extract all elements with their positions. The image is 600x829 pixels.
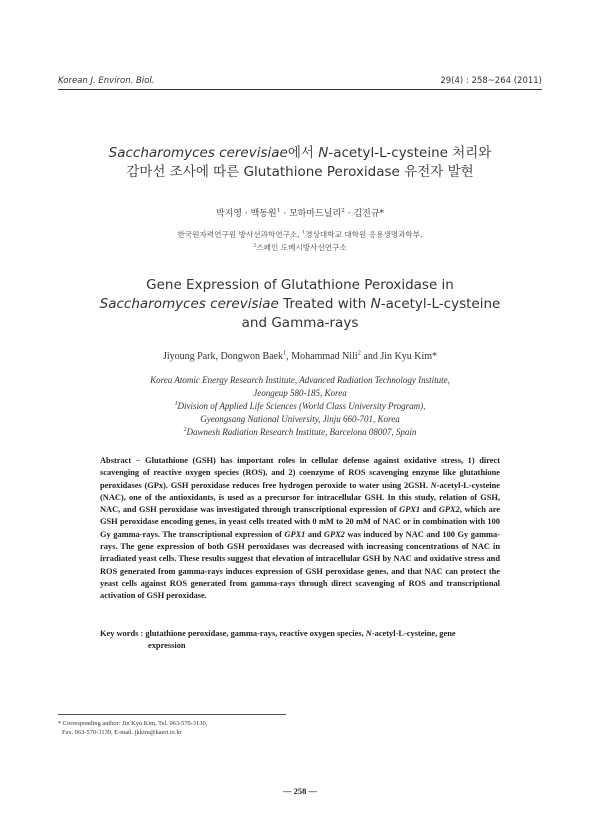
english-title-line-1: Gene Expression of Glutathione Peroxidase in — [146, 277, 454, 293]
running-header — [58, 72, 542, 88]
korean-title — [58, 144, 542, 182]
korean-affiliation: 한국원자력연구원 방사선과학연구소, $^1$경상대학교 대학원 응용생명과학부, $^2$스페인 도베시방사선연구소 — [177, 229, 423, 252]
volume-info: 29(4) : 258~264 (2011) — [440, 76, 542, 86]
english-authors: Jiyoung Park, Dongwon Baek$^1$, Mohammad Nili$^2$ and Jin Kyu Kim* — [163, 349, 437, 362]
keywords: Key words : glutathione peroxidase, gamma-rays, reactive oxygen species, N-acetyl-L-cysteine, gene expression — [100, 629, 456, 651]
english-title — [58, 276, 542, 333]
english-title-line-3: and Gamma-rays — [241, 315, 359, 331]
journal-name: Korean J. Environ. Biol. — [58, 76, 155, 86]
keywords-label: Key words : — [100, 629, 146, 638]
english-affiliation: Korea Atomic Energy Research Institute, Advanced Radiation Technology Institute, Jeongeup 580-185, Korea $^1$Division of Applied Life Sciences (World Class University Program), Gyeongsang National University, Jinju 660-701, Korea $^2$Dawnesh Radiation Research Institute, Barcelona 08007, Spain — [150, 375, 450, 437]
korean-title-line-1: Saccharomyces cerevisiae에서 N-acetyl-L-cysteine 처리와 — [108, 145, 492, 161]
footnote-rule — [58, 714, 286, 715]
header-rule — [58, 89, 542, 90]
english-title-line-2: Saccharomyces cerevisiae Treated with N-acetyl-L-cysteine — [99, 296, 501, 312]
korean-title-line-2: 감마선 조사에 따른 Glutathione Peroxidase 유전자 발현 — [126, 164, 474, 180]
korean-authors: 박지영 · 백동원$^1$ · 모하마드닐리$^2$ · 김진규* — [215, 208, 385, 219]
page-number: — 258 — — [283, 786, 317, 796]
korean-title-species: Saccharomyces cerevisiae — [108, 145, 288, 161]
abstract: Abstract − Glutathione (GSH) has important roles in cellular defense against oxidative stress, 1) direct scavenging of reactive oxygen species (ROS), and 2) coenzyme of ROS scavenging enzyme like glutathione peroxidases (GPx). GSH peroxidase reduces free hydrogen peroxide to water using 2GSH. N-acetyl-L-cysteine (NAC), one of the antioxidants, is used as a precursor for intracellular GSH. In this study, relation of GSH, NAC, and GSH peroxidase was investigated through transcriptional expression of GPX1 and GPX2, which are GSH peroxidase encoding genes, in yeast cells treated with 0 mM to 20 mM of NAC or in combination with 100 Gy gamma-rays. The transcriptional expression of GPX1 and GPX2 was induced by NAC and 100 Gy gamma-rays. The gene expression of both GSH peroxidases was decreased with increasing concentrations of NAC in irradiated yeast cells. These results suggest that elevation of intracellular GSH by NAC and oxidative stress and ROS generated from gamma-rays induces expression of GSH peroxidase genes, and that NAC can protect the yeast cells against ROS generated from gamma-rays through direct scavenging of ROS and transcriptional activation of GSH peroxidase. — [100, 456, 500, 601]
corresponding-author-footnote: * Corresponding author: Jin Kyu Kim, Tel. 063-570-3130, Fax. 063-570-3139, E-mail. jkkim@kaeri.re.kr — [58, 720, 208, 736]
